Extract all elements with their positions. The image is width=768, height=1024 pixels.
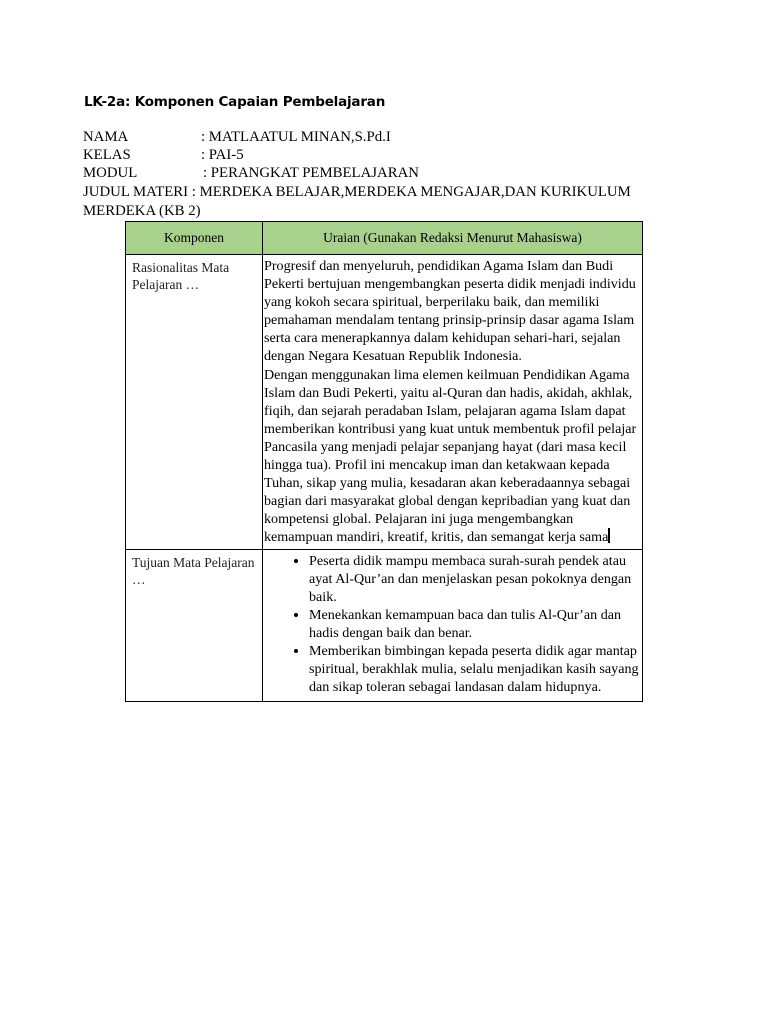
- info-value: : MATLAATUL MINAN,S.Pd.I: [201, 129, 391, 145]
- header-uraian: Uraian (Gunakan Redaksi Menurut Mahasiswa): [263, 222, 643, 255]
- document-title: LK-2a: Komponen Capaian Pembelajaran: [84, 94, 386, 110]
- list-item: • Peserta didik mampu membaca surah-surah pendek atau ayat Al-Qur’an dan menjelaskan pesan pokoknya dengan baik.: [309, 552, 641, 606]
- list-item: • Menekankan kemampuan baca dan tulis Al-Qur’an dan hadis dengan baik dan benar.: [309, 606, 641, 642]
- row-label: Tujuan Mata Pelajaran …: [126, 549, 263, 701]
- list-item: • Memberikan bimbingan kepada peserta didik agar mantap spiritual, berakhlak mulia, selalu menjadikan kasih sayang dan sikap toleran sebagai landasan dalam hidupnya.: [309, 642, 641, 696]
- row-content: [263, 255, 643, 550]
- capaian-table: [125, 221, 643, 702]
- judul-materi: JUDUL MATERI : MERDEKA BELAJAR,MERDEKA MENGAJAR,DAN KURIKULUM MERDEKA (KB 2): [83, 184, 631, 219]
- header-komponen: Komponen: [126, 222, 263, 255]
- info-label: NAMA: [83, 129, 129, 145]
- paragraph: [264, 366, 640, 547]
- table-row: [126, 549, 643, 701]
- paragraph: Progresif dan menyeluruh, pendidikan Agama Islam dan Budi Pekerti bertujuan mengembangkan peserta didik menjadi individu yang kokoh secara spiritual, berperilaku baik, dan memiliki pemahaman mendalam tentang prinsip-prinsip dasar agama Islam serta cara menerapkannya dalam kehidupan sehari-hari, sejalan dengan Negara Kesatuan Republik Indonesia.: [264, 258, 636, 365]
- text-cursor: [608, 528, 610, 543]
- info-value: : PAI-5: [201, 147, 244, 163]
- table-row: [126, 255, 643, 550]
- info-label: KELAS: [83, 147, 131, 163]
- row-label: Rasionalitas Mata Pelajaran …: [126, 255, 263, 550]
- row-content: [263, 549, 643, 701]
- paragraph-text: Dengan menggunakan lima elemen keilmuan Pendidikan Agama Islam dan Budi Pekerti, yaitu al-Quran dan hadis, akidah, akhlak, fiqih, dan sejarah peradaban Islam, pelajaran agama Islam dapat memberikan kontribusi yang kuat untuk membentuk profil pelajar Pancasila yang menjadi pelajar sepanjang hayat (dari masa kecil hingga tua). Profil ini mencakup iman dan ketakwaan kepada Tuhan, sikap yang mulia, kesadaran akan keberadaannya sebagai bagian dari masyarakat global dengan kepribadian yang kuat dan kompetensi global. Pelajaran ini juga mengembangkan kemampuan mandiri, kreatif, kritis, dan semangat kerja sama: [264, 366, 637, 546]
- bullet-list: [264, 552, 641, 696]
- info-label: MODUL: [83, 165, 138, 181]
- table-header-row: [126, 222, 643, 255]
- info-value: : PERANGKAT PEMBELAJARAN: [203, 165, 419, 181]
